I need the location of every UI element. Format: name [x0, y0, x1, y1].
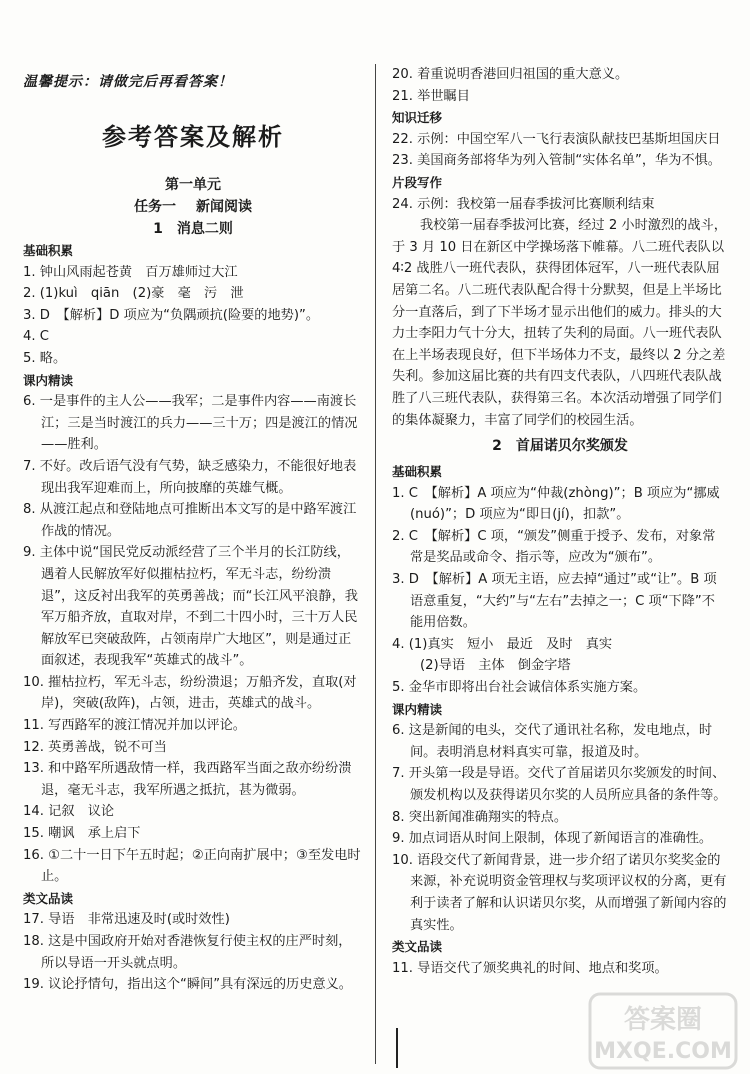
paragraph: 我校第一届春季拔河比赛，经过 2 小时激烈的战斗，于 3 月 10 日在新区中学操场落下帷幕。八二班代表队以 4∶2 战胜八一班代表队，获得团体冠军，八一班代表队屈居第二名。八二班代表队配合得十分默契，但是上半场比分一直落后，到了下半场才显示出他们的威力。排头的大力士李阳力气十分大，扭转了失利的局面。八一班代表队在上半场表现良好，但下半场体力不支，最终以 2 分之差失利。参加这届比赛的共有四支代表队，八四班代表队战胜了八三班代表队，获得第三名。本次活动增强了同学们的集体凝聚力，丰富了同学们的校园生活。 — [392, 218, 727, 428]
svg-text:答案圈: 答案圈 — [623, 1005, 703, 1035]
section-heading: 基础积累 — [23, 243, 74, 258]
answer-item: 10. 语段交代了新闻背景，进一步介绍了诺贝尔奖奖金的来源，补充说明资金管理权与奖项评议权的分离，更有利于读者了解和认识诺贝尔奖，从而增强了新闻内容的真实性。 — [392, 852, 727, 933]
paragraph: (2)导语 主体 倒金字塔 — [420, 658, 571, 674]
section-heading: 课内精读 — [392, 701, 443, 717]
right-column — [392, 64, 728, 979]
section-heading: 知识迁移 — [392, 110, 443, 126]
page-title: 参考答案及解析 — [102, 123, 284, 151]
unit-heading: 第一单元 — [165, 177, 221, 193]
answer-item: 2. C 【解析】C 项，“颁发”侧重于授予、发布，对象常常是奖品或命令、指示等，应改为“颁布”。 — [392, 528, 716, 566]
answer-item: 3. D 【解析】D 项应为“负隅顽抗(险要的地势)”。 — [23, 307, 320, 323]
answer-item: 22. 示例：中国空军八一飞行表演队献技巴基斯坦国庆日 — [392, 131, 721, 147]
answer-item: 10. 摧枯拉朽，军无斗志，纷纷溃退；万船齐发，直取(对岸)，突破(敌阵)，占领，进击，英雄式的战斗。 — [23, 674, 357, 712]
answer-item: 9. 主体中说“国民党反动派经营了三个半月的长江防线，遇着人民解放军好似摧枯拉朽，军无斗志，纷纷溃退”，这反衬出我军的英勇善战；而“长江风平浪静，我军万船齐放，直取对岸，不到二十四小时，三十万人民解放军已突破敌阵，占领南岸广大地区”，则是通过正面叙述，表现我军“英雄式的战斗”。 — [23, 545, 358, 669]
answer-item: 4. (1)真实 短小 最近 及时 真实 — [392, 636, 613, 652]
answer-item: 11. 写西路军的渡江情况并加以评论。 — [23, 718, 246, 734]
answer-item: 4. C — [23, 329, 49, 345]
answer-item: 7. 不好。改后语气没有气势，缺乏感染力，不能很好地表现出我军迎难而上，所向披靡的英雄气概。 — [23, 458, 357, 496]
answer-item: 12. 英勇善战，锐不可当 — [23, 739, 167, 755]
answer-item: 23. 美国商务部将华为列入管制“实体名单”，华为不惧。 — [392, 153, 721, 169]
answer-item: 16. ①二十一日下午五时起；②正向南扩展中；③至发电时止。 — [23, 847, 361, 885]
section-heading: 课内精读 — [23, 372, 74, 388]
answer-item: 24. 示例：我校第一届春季拔河比赛顺利结束 — [392, 196, 655, 212]
answer-item: 20. 着重说明香港回归祖国的重大意义。 — [392, 67, 629, 82]
answer-item: 8. 从渡江起点和登陆地点可推断出本文写的是中路军渡江作战的情况。 — [23, 502, 357, 539]
section-heading: 基础积累 — [392, 464, 443, 480]
answer-item: 3. D 【解析】A 项无主语，应去掉“通过”或“让”。B 项语意重复，“大约”与“左右”去掉之一；C 项“下降”不能用倍数。 — [392, 572, 717, 631]
lesson-1-heading: 1 消息二则 — [153, 221, 233, 237]
answer-item: 14. 记叙 议论 — [23, 804, 115, 820]
column-divider — [375, 64, 376, 1064]
answer-item: 2. (1)kuì qiān (2)豪 毫 污 泄 — [23, 286, 244, 302]
answer-list-left — [23, 240, 363, 996]
answer-list-right-b — [392, 461, 728, 979]
watermark-logo — [588, 992, 738, 1070]
answer-item: 17. 导语 非常迅速及时(或时效性) — [23, 912, 230, 928]
reminder-text: 温馨提示：请做完后再看答案！ — [23, 74, 233, 90]
task-number: 任务一 — [134, 199, 176, 215]
answer-list-right-a — [392, 64, 728, 431]
page-mark — [396, 1028, 398, 1068]
lesson-2-heading: 2 首届诺贝尔奖颁发 — [492, 438, 628, 455]
answer-item: 13. 和中路军所遇敌情一样，我西路军当面之敌亦纷纷溃退，毫无斗志，我军所遇之抵抗，甚为微弱。 — [23, 761, 352, 798]
task-heading — [23, 196, 363, 218]
answer-item: 11. 导语交代了颁奖典礼的时间、地点和奖项。 — [392, 960, 668, 976]
task-name: 新闻阅读 — [196, 199, 252, 215]
answer-item: 21. 举世瞩目 — [392, 88, 470, 104]
answer-item: 1. 钟山风雨起苍黄 百万雄师过大江 — [23, 264, 238, 280]
answer-item: 18. 这是中国政府开始对香港恢复行使主权的庄严时刻，所以导语一开头就点明。 — [23, 934, 352, 971]
answer-item: 5. 略。 — [23, 350, 67, 366]
section-heading: 类文品读 — [23, 890, 74, 906]
answer-item: 7. 开头第一段是导语。交代了首届诺贝尔奖颁发的时间、颁发机构以及获得诺贝尔奖的人员所应具备的条件等。 — [392, 766, 727, 803]
answer-item: 6. 这是新闻的电头，交代了通讯社名称，发电地点，时间。表明消息材料真实可靠，报道及时。 — [392, 723, 713, 760]
left-column — [23, 64, 363, 996]
answer-item: 1. C 【解析】A 项应为“仲裁(zhòng)”；B 项应为“挪威(nuó)”；D 项应为“即日(jí)，扣款”。 — [392, 485, 720, 523]
answer-item: 5. 金华市即将出台社会诚信体系实施方案。 — [392, 680, 647, 696]
answer-item: 19. 议论抒情句，指出这个“瞬间”具有深远的历史意义。 — [23, 977, 352, 993]
svg-text:MXQE.COM: MXQE.COM — [594, 1039, 732, 1064]
section-heading: 类文品读 — [392, 939, 443, 955]
answer-item: 9. 加点词语从时间上限制，体现了新闻语言的准确性。 — [392, 831, 713, 847]
section-heading: 片段写作 — [392, 174, 443, 190]
answer-item: 6. 一是事件的主人公——我军；二是事件内容——南渡长江；三是当时渡江的兵力——三十万；四是渡江的情况——胜利。 — [23, 394, 358, 453]
answer-item: 15. 嘲讽 承上启下 — [23, 826, 141, 842]
answer-item: 8. 突出新闻准确翔实的特点。 — [392, 809, 568, 825]
